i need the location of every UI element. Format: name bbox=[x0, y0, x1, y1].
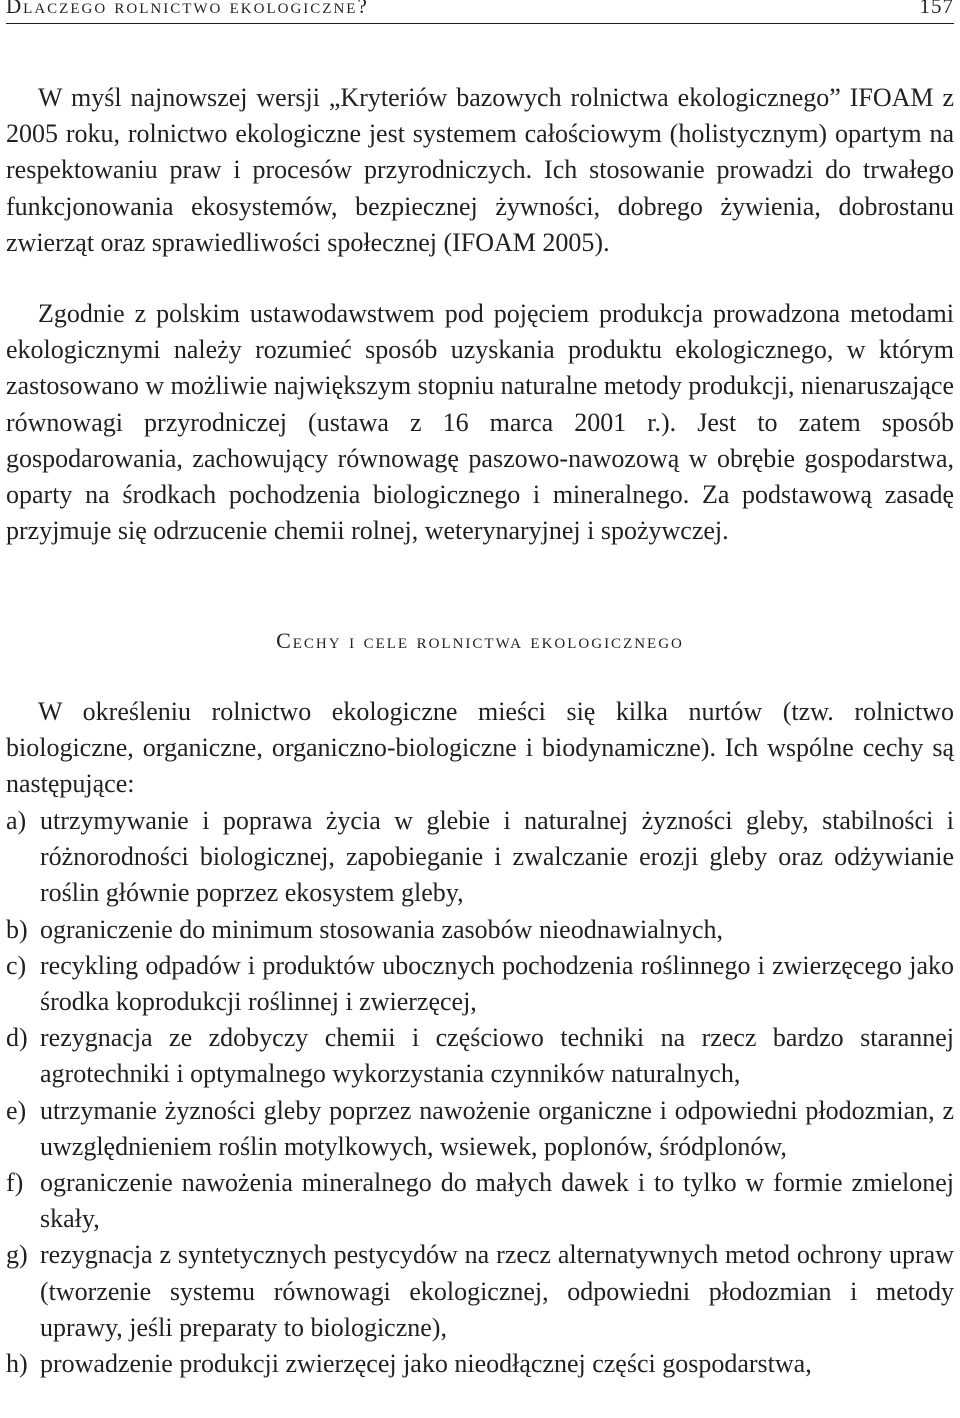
paragraph-ifoam-definition: W myśl najnowszej wersji „Kryteriów bazowych rolnictwa ekologicznego” IFOAM z 2005 roku, rolnictwo ekologiczne jest systemem całościowym (holistycznym) opartym na respektowaniu praw i procesów przyrodniczych. Ich stosowanie prowadzi do trwałego funkcjonowania ekosystemów, bezpiecznej żywności, dobrego żywienia, dobrostanu zwierząt oraz sprawiedliwości społecznej (IFOAM 2005). bbox=[6, 83, 954, 257]
page-number: 157 bbox=[919, 0, 954, 18]
list-marker: f) bbox=[6, 1168, 24, 1198]
running-title: Dlaczego rolnictwo ekologiczne? bbox=[6, 0, 369, 18]
list-item bbox=[6, 912, 954, 948]
running-header bbox=[6, 0, 954, 24]
list-item bbox=[6, 948, 954, 1020]
section-heading: Cechy i cele rolnictwa ekologicznego bbox=[276, 628, 684, 653]
list-marker: c) bbox=[6, 950, 27, 980]
list-item bbox=[6, 1093, 954, 1165]
list-item bbox=[6, 1237, 954, 1346]
list-item bbox=[6, 1165, 954, 1237]
section-intro: W określeniu rolnictwo ekologiczne mieści się kilka nurtów (tzw. rolnictwo biologiczne, organiczne, organiczno-biologiczne i biodynamiczne). Ich wspólne cechy są następujące: bbox=[6, 697, 954, 799]
list-item bbox=[6, 803, 954, 912]
list-item bbox=[6, 1020, 954, 1092]
list-item-text: recykling odpadów i produktów ubocznych pochodzenia roślinnego i zwierzęcego jako środka koprodukcji roślinnej i zwierzęcej, bbox=[40, 950, 954, 1017]
list-marker: e) bbox=[6, 1095, 27, 1125]
list-marker: b) bbox=[6, 914, 28, 944]
list-marker: h) bbox=[6, 1349, 28, 1379]
list-item-text: rezygnacja z syntetycznych pestycydów na rzecz alternatywnych metod ochrony upraw (tworzenie systemu równowagi ekologicznej, odpowiedni płodozmian i metody uprawy, jeśli preparaty to biologiczne), bbox=[40, 1240, 954, 1342]
features-list bbox=[6, 803, 954, 1382]
list-item-text: ograniczenie nawożenia mineralnego do małych dawek i to tylko w formie zmielonej skały, bbox=[40, 1168, 954, 1234]
list-item-text: rezygnacja ze zdobyczy chemii i częściowo techniki na rzecz bardzo starannej agrotechniki i optymalnego wykorzystania czynników naturalnych, bbox=[40, 1023, 954, 1089]
list-marker: d) bbox=[6, 1023, 28, 1053]
list-item-text: utrzymanie żyzności gleby poprzez nawożenie organiczne i odpowiedni płodozmian, z uwzględnieniem roślin motylkowych, wsiewek, poplonów, śródplonów, bbox=[40, 1095, 954, 1161]
list-item-text: prowadzenie produkcji zwierzęcej jako nieodłącznej części gospodarstwa, bbox=[40, 1349, 812, 1379]
list-item-text: ograniczenie do minimum stosowania zasobów nieodnawialnych, bbox=[40, 914, 724, 944]
list-item-text: utrzymywanie i poprawa życia w glebie i naturalnej żyzności gleby, stabilności i różnorodności biologicznej, zapobieganie i zwalczanie erozji gleby oraz odżywianie roślin głównie poprzez ekosystem gleby, bbox=[40, 806, 954, 908]
paragraph-polish-law: Zgodnie z polskim ustawodawstwem pod pojęciem produkcja prowadzona metodami ekologicznymi należy rozumieć sposób uzyskania produktu ekologicznego, w którym zastosowano w możliwie największym stopniu naturalne metody produkcji, nienaruszające równowagi przyrodniczej (ustawa z 16 marca 2001 r.). Jest to zatem sposób gospodarowania, zachowujący równowagę paszowo-nawozową w obrębie gospodarstwa, oparty na środkach pochodzenia biologicznego i mineralnego. Za podstawową zasadę przyjmuje się odrzucenie chemii rolnej, weterynaryjnej i spożywczej. bbox=[6, 299, 954, 546]
list-item bbox=[6, 1346, 954, 1382]
list-marker: g) bbox=[6, 1240, 28, 1270]
list-marker: a) bbox=[6, 806, 27, 835]
